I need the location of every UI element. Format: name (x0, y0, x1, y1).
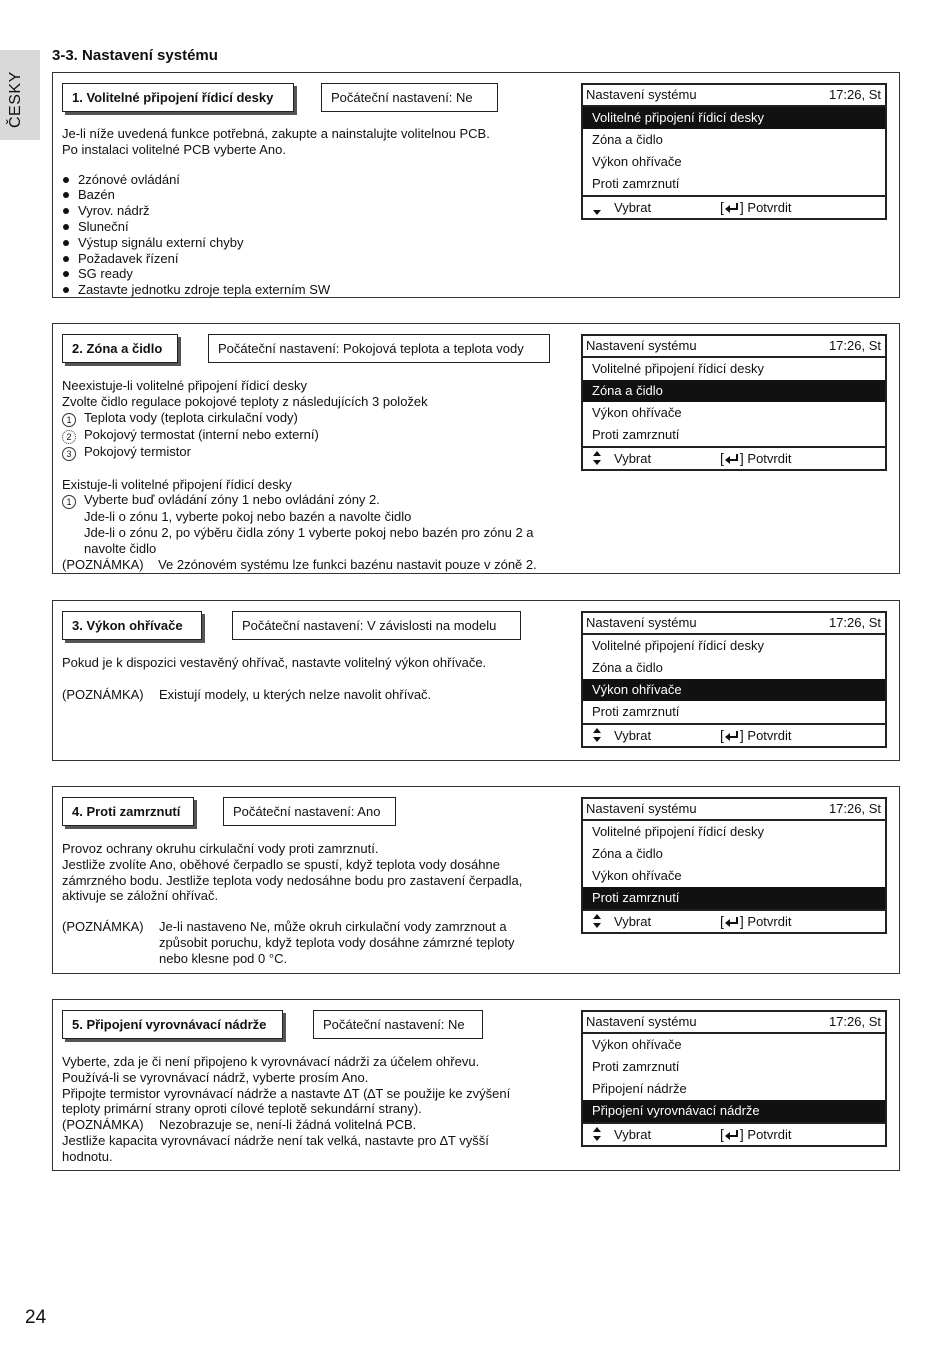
confirm-label: Potvrdit (747, 451, 792, 466)
scroll-arrows-icon (591, 197, 603, 217)
text-line: hodnotu. (62, 1148, 113, 1164)
section-title: 4. Proti zamrznutí (62, 797, 194, 826)
select-label: Vybrat (614, 200, 652, 215)
enter-key-icon (724, 916, 740, 928)
lcd-screen (581, 611, 887, 748)
scroll-arrows-icon (591, 911, 603, 931)
page-heading: 3-3. Nastavení systému (52, 47, 218, 64)
confirm-label: Potvrdit (747, 1127, 792, 1142)
confirm-label: Potvrdit (747, 914, 792, 929)
select-label: Vybrat (614, 728, 652, 743)
section-buffer-tank (52, 999, 900, 1171)
initial-setting: Počáteční nastavení: V závislosti na modelu (232, 611, 521, 640)
lcd-menu-item[interactable]: Zóna a čidlo (592, 660, 663, 675)
scroll-arrows-icon (591, 448, 603, 468)
lcd-footer (583, 1122, 885, 1145)
section-text (62, 126, 490, 298)
note-row: (POZNÁMKA) Je-li nastaveno Ne, může okruh cirkulační vody zamrznout a způsobit poruchu, když teplota vody dosáhne zámrzné teploty nebo klesne pod 0 °C. (62, 919, 515, 966)
lcd-footer (583, 723, 885, 746)
section-antifreeze (52, 786, 900, 974)
select-label: Vybrat (614, 451, 652, 466)
lcd-menu-item[interactable]: Volitelné připojení řídicí desky (583, 107, 885, 129)
list-item: Zastavte jednotku zdroje tepla externím SW (62, 282, 490, 298)
select-label: Vybrat (614, 1127, 652, 1142)
text-line: Po instalaci volitelné PCB vyberte Ano. (62, 141, 287, 157)
confirm-hint[interactable]: [ ] Potvrdit (720, 1126, 792, 1142)
lcd-title: Nastavení systému (586, 615, 697, 630)
text-line: Jestliže kapacita vyrovnávací nádrže není tak velká, nastavte pro ∆T vyšší (62, 1132, 489, 1148)
lcd-header (583, 613, 885, 635)
option-row: 1 Teplota vody (teplota cirkulační vody) (62, 410, 537, 427)
enter-key-icon (724, 202, 740, 214)
section-text (62, 1054, 510, 1165)
lcd-menu-item[interactable]: Proti zamrznutí (583, 887, 885, 909)
confirm-hint[interactable]: [ ] Potvrdit (720, 199, 792, 215)
lcd-header (583, 799, 885, 821)
option-row: 3 Pokojový termistor (62, 444, 537, 461)
lcd-header (583, 1012, 885, 1034)
option-row: 2 Pokojový termostat (interní nebo externí) (62, 427, 537, 444)
text-line: Neexistuje-li volitelné připojení řídicí desky (62, 378, 307, 393)
lcd-title: Nastavení systému (586, 338, 697, 353)
enter-key-icon (724, 1129, 740, 1141)
initial-setting: Počáteční nastavení: Ano (223, 797, 396, 826)
text-line: Pokud je k dispozici vestavěný ohřívač, nastavte volitelný výkon ohřívače. (62, 655, 487, 670)
lcd-title: Nastavení systému (586, 801, 697, 816)
confirm-hint[interactable]: [ ] Potvrdit (720, 450, 792, 466)
lcd-menu-item[interactable]: Volitelné připojení řídicí desky (592, 361, 764, 376)
select-label: Vybrat (614, 914, 652, 929)
lcd-title: Nastavení systému (586, 1014, 697, 1029)
text-line: Připojte termistor vyrovnávací nádrže a nastavte ∆T (∆T se použije ke zvýšení (62, 1085, 511, 1101)
lcd-footer (583, 909, 885, 932)
page-number: 24 (25, 1307, 47, 1328)
lcd-title: Nastavení systému (586, 87, 697, 102)
list-item: Sluneční (62, 219, 490, 235)
section-heater-capacity (52, 600, 900, 761)
confirm-hint[interactable]: [ ] Potvrdit (720, 727, 792, 743)
lcd-menu-item[interactable]: Výkon ohřívače (592, 405, 682, 420)
confirm-label: Potvrdit (747, 728, 792, 743)
text-line: navolte čidlo (84, 540, 157, 556)
lcd-screen (581, 797, 887, 934)
lcd-footer (583, 446, 885, 469)
text-line: aktivuje se záložní ohřívač. (62, 888, 219, 904)
text-line: teploty primární strany oproti cílové teplotě sekundární strany). (62, 1101, 422, 1117)
initial-setting: Počáteční nastavení: Ne (313, 1010, 483, 1039)
text-line: Existuje-li volitelné připojení řídicí desky (62, 476, 292, 492)
lcd-header (583, 85, 885, 107)
initial-setting: Počáteční nastavení: Pokojová teplota a teplota vody (208, 334, 550, 363)
section-optional-pcb (52, 72, 900, 298)
lcd-menu-item[interactable]: Výkon ohřívače (592, 868, 682, 883)
text-line: Vyberte, zda je či není připojeno k vyrovnávací nádrži za účelem ohřevu. (62, 1054, 480, 1069)
lcd-footer (583, 195, 885, 218)
text-line: Jde-li o zónu 2, po výběru čidla zóny 1 vyberte pokoj nebo bazén pro zónu 2 a (84, 525, 534, 541)
list-item: Výstup signálu externí chyby (62, 235, 490, 251)
lcd-menu-item[interactable]: Výkon ohřívače (592, 1037, 682, 1052)
list-item: Požadavek řízení (62, 251, 490, 267)
scroll-arrows-icon (591, 1124, 603, 1144)
text-line: Provoz ochrany okruhu cirkulační vody proti zamrznutí. (62, 841, 379, 856)
section-text (62, 655, 486, 703)
lcd-menu-item[interactable]: Zóna a čidlo (592, 132, 663, 147)
section-title: 1. Volitelné připojení řídicí desky (62, 83, 294, 112)
lcd-menu-item[interactable]: Proti zamrznutí (592, 427, 680, 442)
lcd-menu-item[interactable]: Proti zamrznutí (592, 176, 680, 191)
lcd-header (583, 336, 885, 358)
list-item: Vyrov. nádrž (62, 203, 490, 219)
section-zone-sensor (52, 323, 900, 574)
lcd-time: 17:26, St (828, 615, 881, 630)
list-item: 2zónové ovládání (62, 172, 490, 188)
text-line: Jestliže zvolíte Ano, oběhové čerpadlo se spustí, když teplota vody dosáhne (62, 856, 500, 872)
lcd-time: 17:26, St (828, 801, 881, 816)
lcd-screen (581, 1010, 887, 1147)
list-item: Bazén (62, 187, 490, 203)
number-circle-icon: 3 (62, 447, 76, 461)
enter-key-icon (724, 730, 740, 742)
text-line: zámrzného bodu. Jestliže teplota vody nedosáhne bodu pro zastavení čerpadla, (62, 872, 523, 888)
lcd-menu-item[interactable]: Volitelné připojení řídicí desky (592, 824, 764, 839)
section-title: 3. Výkon ohřívače (62, 611, 202, 640)
note-row: (POZNÁMKA) Nezobrazuje se, není-li žádná volitelná PCB. (62, 1117, 417, 1133)
confirm-hint[interactable]: [ ] Potvrdit (720, 913, 792, 929)
lcd-time: 17:26, St (828, 338, 881, 353)
scroll-arrows-icon (591, 725, 603, 745)
text-line: Je-li níže uvedená funkce potřebná, zakupte a nainstalujte volitelnou PCB. (62, 126, 490, 141)
lcd-menu-item[interactable]: Výkon ohřívače (592, 154, 682, 169)
list-item: SG ready (62, 266, 490, 282)
language-tab-label: ČESKY (7, 71, 24, 128)
lcd-menu-item[interactable]: Zóna a čidlo (592, 846, 663, 861)
number-circle-icon: 1 (62, 413, 76, 427)
enter-key-icon (724, 453, 740, 465)
section-title: 5. Připojení vyrovnávací nádrže (62, 1010, 283, 1039)
text-line: Používá-li se vyrovnávací nádrž, vyberte prosím Ano. (62, 1069, 369, 1085)
lcd-menu-item[interactable]: Proti zamrznutí (592, 1059, 680, 1074)
language-tab (0, 50, 40, 140)
lcd-menu-item[interactable]: Volitelné připojení řídicí desky (592, 638, 764, 653)
lcd-screen (581, 334, 887, 471)
text-line: Zvolte čidlo regulace pokojové teploty z následujících 3 položek (62, 393, 428, 409)
lcd-menu-item[interactable]: Zóna a čidlo (583, 380, 885, 402)
lcd-time: 17:26, St (828, 1014, 881, 1029)
text-line: Jde-li o zónu 1, vyberte pokoj nebo bazén a navolte čidlo (84, 509, 412, 525)
lcd-menu-item[interactable]: Proti zamrznutí (592, 704, 680, 719)
confirm-label: Potvrdit (747, 200, 792, 215)
section-text (62, 841, 522, 967)
lcd-screen (581, 83, 887, 220)
lcd-menu-item[interactable]: Připojení vyrovnávací nádrže (583, 1100, 885, 1122)
lcd-menu-item[interactable]: Výkon ohřívače (583, 679, 885, 701)
number-circle-icon: 2 (62, 430, 76, 444)
lcd-time: 17:26, St (828, 87, 881, 102)
note-row: (POZNÁMKA) Existují modely, u kterých nelze navolit ohřívač. (62, 686, 432, 702)
function-list (62, 172, 490, 298)
initial-setting: Počáteční nastavení: Ne (321, 83, 498, 112)
section-title: 2. Zóna a čidlo (62, 334, 178, 363)
section-text (62, 378, 537, 573)
note-row: (POZNÁMKA) Ve 2zónovém systému lze funkci bazénu nastavit pouze v zóně 2. (62, 556, 537, 572)
number-circle-icon: 1 (62, 495, 76, 509)
option-row: 1 Vyberte buď ovládání zóny 1 nebo ovládání zóny 2. (62, 492, 537, 509)
lcd-menu-item[interactable]: Připojení nádrže (592, 1081, 687, 1096)
